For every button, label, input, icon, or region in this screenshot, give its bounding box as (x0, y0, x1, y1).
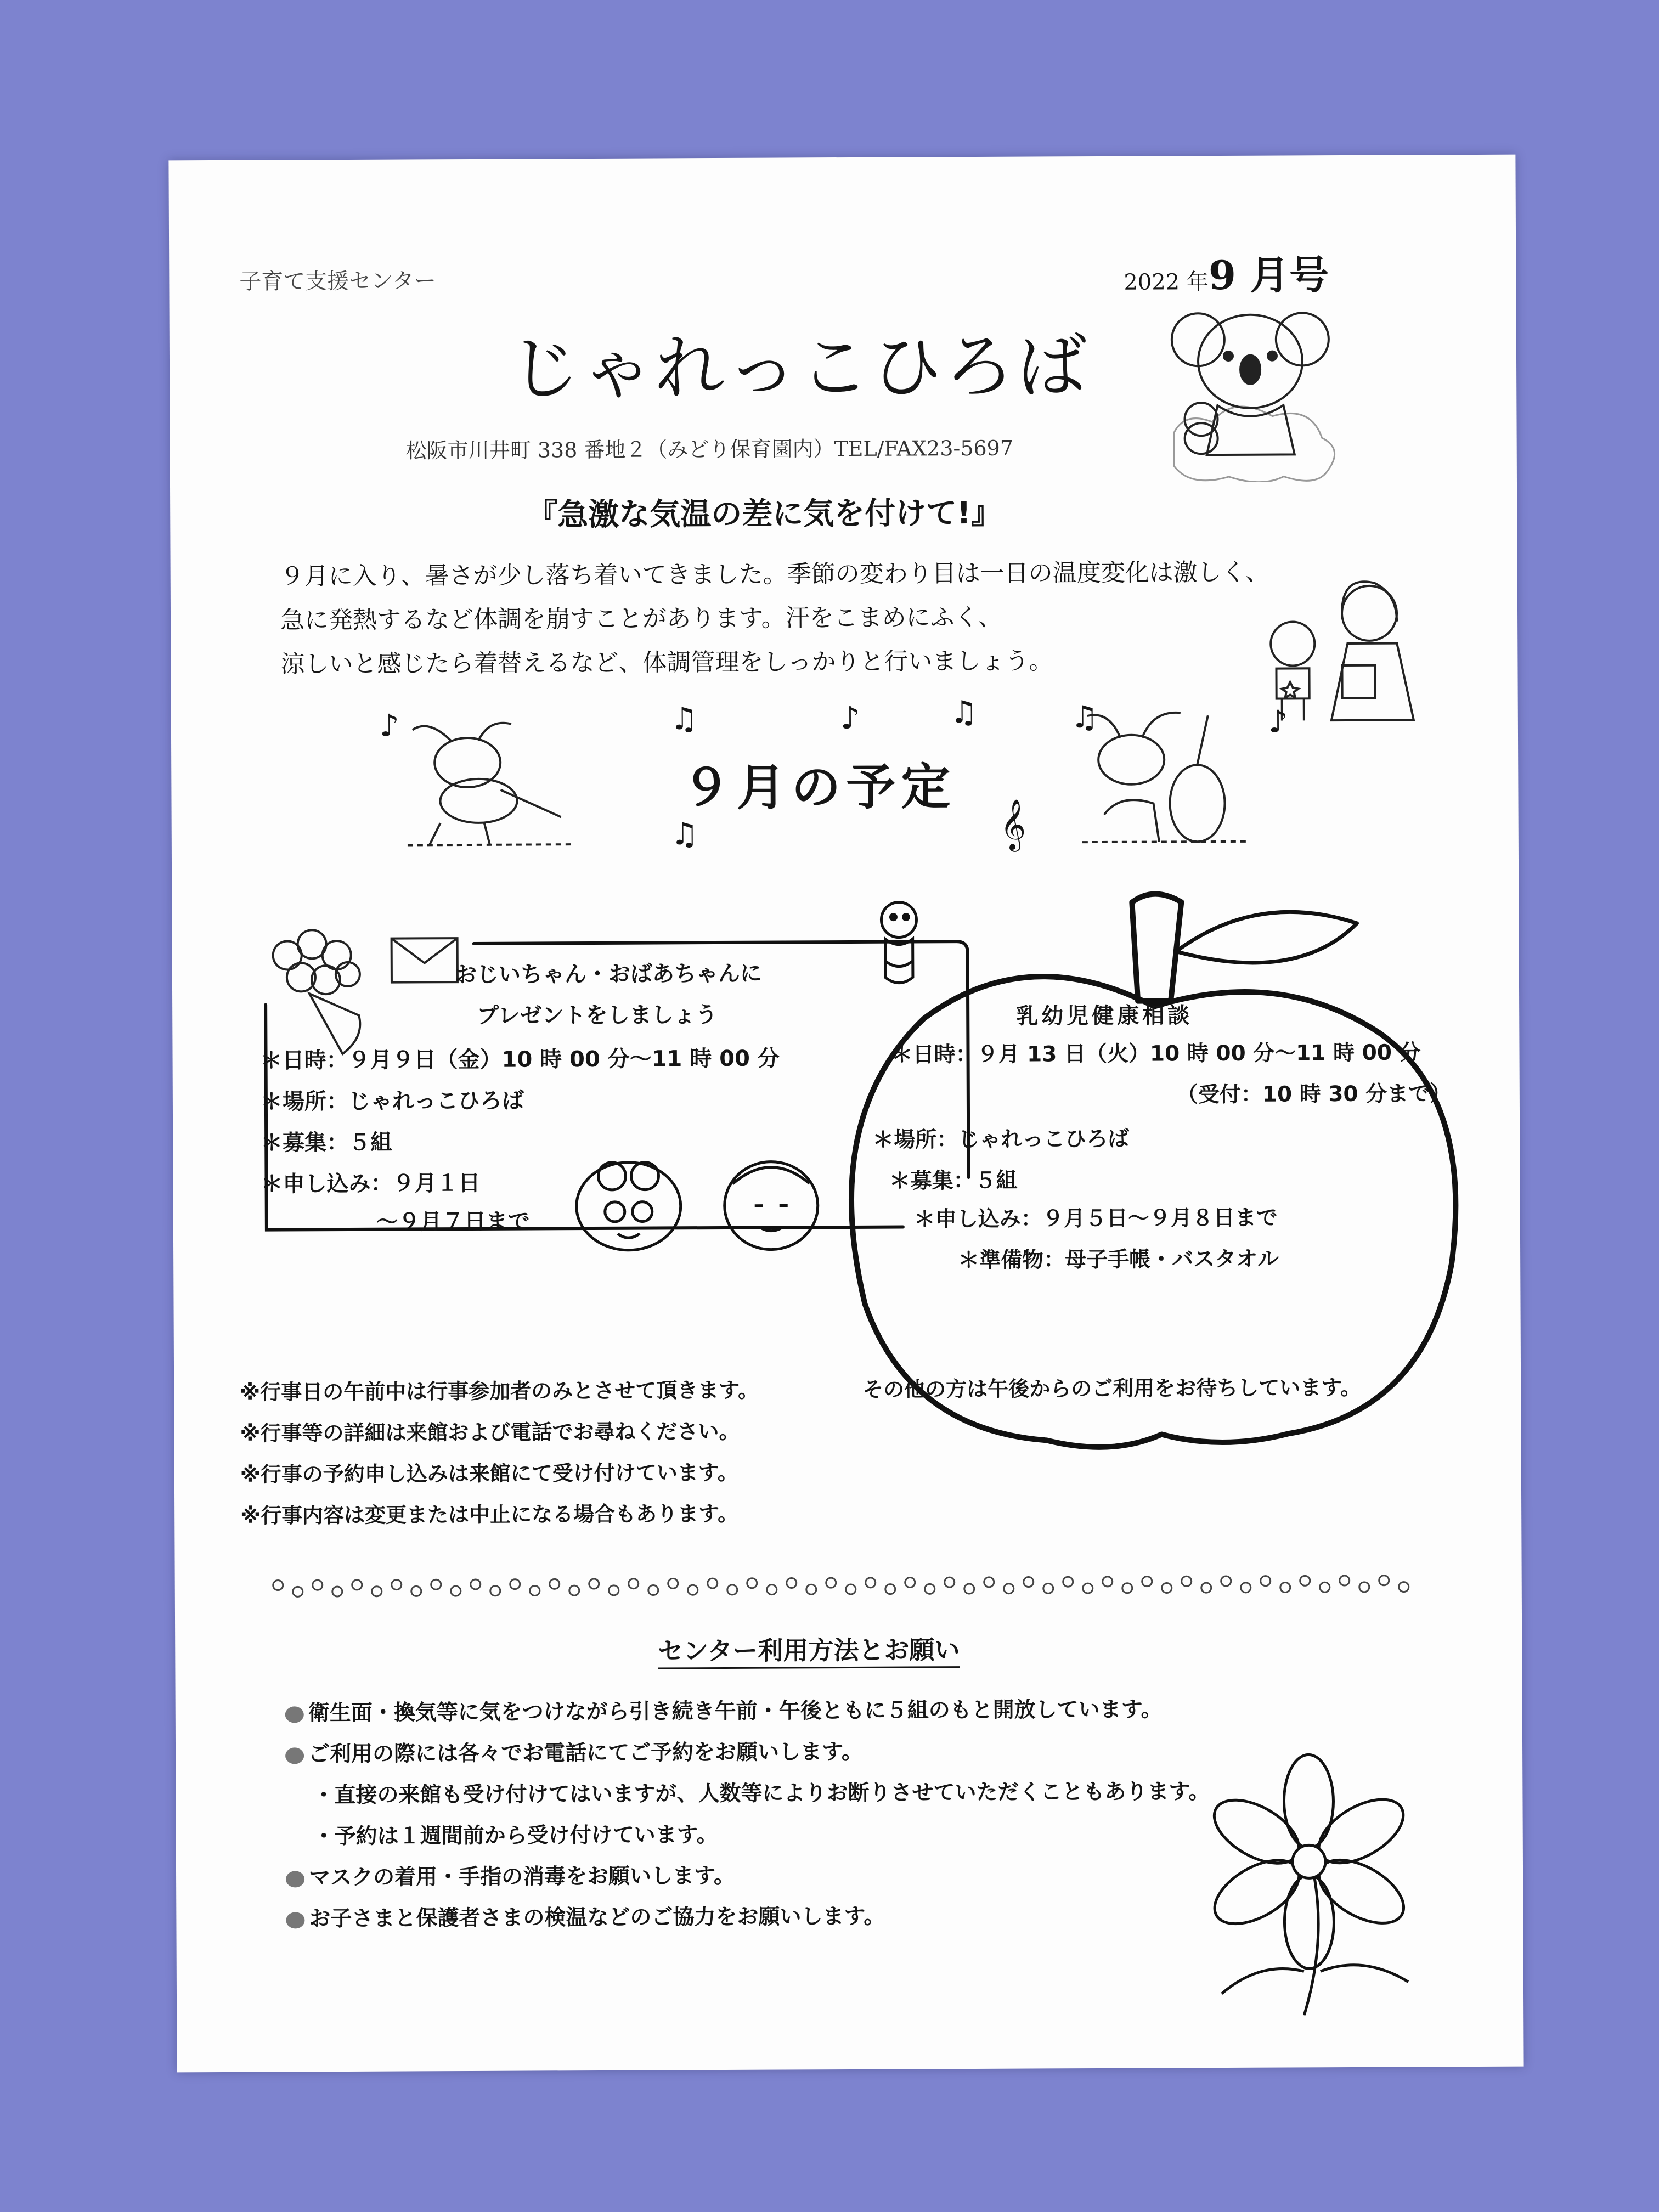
music-note: ♪ (1268, 704, 1288, 740)
fruit-icon (431, 1579, 441, 1589)
fruit-icon (550, 1579, 560, 1589)
fruit-border-decoration (268, 1567, 1437, 1605)
organization-name: 子育て支援センター (239, 268, 436, 295)
fruit-icon (471, 1579, 481, 1589)
issue-year: 2022 年 (1124, 269, 1209, 295)
rule-item: お子さまと保護者さまの検温などのご協力をお願いします。 (286, 1899, 885, 1933)
fruit-icon (530, 1585, 540, 1595)
left-event-place: ＊場所：じゃれっこひろば (260, 1088, 524, 1115)
note-line: ※行事日の午前中は行事参加者のみとさせて頂きます。 (240, 1378, 759, 1404)
fruit-icon (1142, 1577, 1152, 1587)
fruit-icon (1103, 1577, 1113, 1587)
fruit-icon (293, 1587, 303, 1596)
fruit-icon (589, 1579, 599, 1589)
right-event-title: 乳幼児健康相談 (1016, 1003, 1193, 1029)
fruit-icon (1162, 1583, 1172, 1593)
fruit-icon (1280, 1582, 1290, 1592)
rule-item: 衛生面・換気等に気をつけながら引き続き午前・午後ともに５組のもと開放しています。 (285, 1692, 1163, 1726)
issue-label (1124, 243, 1329, 301)
fruit-icon (1122, 1583, 1132, 1593)
music-note: ♫ (670, 816, 699, 853)
note-line: ※行事の予約申し込みは来館にて受け付けています。 (240, 1460, 738, 1487)
headline: 『急激な気温の差に気を付けて!』 (527, 495, 1002, 533)
fruit-icon (1359, 1582, 1369, 1592)
fruit-icon (708, 1578, 718, 1588)
fruit-icon (767, 1585, 777, 1595)
fruit-icon (332, 1587, 342, 1596)
fruit-icon (411, 1586, 421, 1596)
fruit-icon (273, 1580, 283, 1590)
grandparents-illustration (568, 1150, 837, 1256)
cricket-violin-illustration (407, 718, 572, 850)
fruit-icon (1379, 1576, 1389, 1585)
schedule-title: ９月の予定 (681, 758, 956, 817)
right-event-date: ＊日時：９月 13 日（火）10 時 00 分～11 時 00 分 (891, 1040, 1421, 1068)
fruit-icon (372, 1587, 382, 1596)
music-note: ♫ (950, 694, 978, 731)
snail-icon (285, 1747, 304, 1764)
snail-icon (286, 1871, 304, 1887)
rule-subitem: ・直接の来館も受け付けてはいますが、人数等によりお断りさせていただくこともあります。 (313, 1779, 1210, 1808)
fruit-icon (1083, 1583, 1093, 1593)
treble-clef-icon: 𝄞 (1000, 798, 1026, 850)
fruit-icon (964, 1584, 974, 1594)
music-note: ♫ (670, 701, 698, 737)
fruit-icon (648, 1585, 658, 1595)
fruit-icon (510, 1579, 520, 1589)
fruit-icon (1182, 1576, 1192, 1586)
intro-line: 涼しいと感じたら着替えるなど、体調管理をしっかりと行いましょう。 (280, 647, 1053, 679)
fruit-icon (668, 1578, 678, 1588)
fruit-icon (1261, 1576, 1271, 1586)
music-note: ♪ (379, 708, 399, 744)
fruit-icon (1340, 1576, 1350, 1585)
fruit-icon (688, 1585, 698, 1595)
intro-line: 急に発熱するなど体調を崩すことがあります。汗をこまめにふく、 (280, 603, 1002, 635)
fruit-icon (984, 1577, 994, 1587)
fruit-icon (925, 1584, 935, 1594)
fruit-icon (1320, 1582, 1330, 1592)
fruit-icon (490, 1586, 500, 1596)
koala-illustration (1157, 301, 1355, 483)
rule-item: ご利用の際には各々でお電話にてご予約をお願いします。 (285, 1735, 863, 1768)
fruit-icon (885, 1584, 895, 1594)
fruit-icon (826, 1578, 836, 1588)
rules-title: センター利用方法とお願い (658, 1635, 960, 1666)
fruit-icon (609, 1585, 619, 1595)
cosmos-flower-illustration (1193, 1751, 1425, 2016)
fruit-icon (787, 1578, 797, 1588)
fruit-icon (1043, 1583, 1053, 1593)
intro-paragraph (280, 551, 1269, 686)
address-line: 松阪市川井町 338 番地２（みどり保育園内）TEL/FAX23-5697 (405, 436, 1014, 463)
fruit-icon (747, 1578, 757, 1588)
fruit-icon (392, 1580, 402, 1590)
note-line: ※行事等の詳細は来館および電話でお尋ねください。 (240, 1419, 740, 1446)
right-event-items: ＊準備物：母子手帳・バスタオル (958, 1246, 1279, 1273)
fruit-icon (727, 1585, 737, 1595)
fruit-icon (945, 1577, 955, 1587)
rule-subitem: ・予約は１週間前から受け付けています。 (313, 1822, 718, 1849)
fruit-icon (1201, 1583, 1211, 1593)
cricket-cello-illustration (1071, 710, 1252, 848)
right-event-apply: ＊申し込み：９月５日～９月８日まで (913, 1205, 1278, 1232)
newsletter-title: じゃれっこひろば (509, 326, 1090, 410)
left-event-apply-end: ～９月７日まで (376, 1209, 530, 1235)
right-event-reception: （受付：10 時 30 分まで） (1176, 1081, 1452, 1108)
left-event-subtitle: プレゼントをしましょう (477, 1002, 718, 1029)
fruit-icon (866, 1578, 876, 1588)
issue-month: 9 月号 (1208, 251, 1329, 299)
note-right: その他の方は午後からのご利用をお待ちしています。 (862, 1375, 1362, 1402)
fruit-icon (806, 1584, 816, 1594)
fruit-icon (313, 1580, 323, 1590)
fruit-icon (569, 1585, 579, 1595)
fruit-icon (1300, 1576, 1310, 1585)
fruit-icon (1241, 1583, 1251, 1593)
fruit-icon (846, 1584, 856, 1594)
left-event-apply: ＊申し込み：９月１日 (261, 1170, 481, 1197)
intro-line: ９月に入り、暑さが少し落ち着いてきました。季節の変わり目は一日の温度変化は激しく、 (280, 558, 1269, 591)
left-event-title: おじいちゃん・おばあちゃんに (454, 961, 762, 988)
right-event-place: ＊場所：じゃれっこひろば (872, 1126, 1130, 1153)
newsletter-page (168, 155, 1523, 2073)
right-event-capacity: ＊募集：５組 (889, 1168, 1018, 1194)
fruit-icon (1024, 1577, 1034, 1587)
music-note: ♫ (1070, 699, 1099, 736)
left-event-date: ＊日時：９月９日（金）10 時 00 分～11 時 00 分 (260, 1046, 780, 1074)
music-note: ♪ (840, 700, 860, 737)
rule-item: マスクの着用・手指の消毒をお願いします。 (286, 1859, 735, 1892)
snail-icon (285, 1706, 304, 1723)
fruit-icon (1399, 1582, 1409, 1592)
fruit-icon (451, 1586, 461, 1596)
snail-icon (286, 1912, 304, 1928)
fruit-icon (1063, 1577, 1073, 1587)
fruit-icon (629, 1579, 639, 1589)
fruit-icon (352, 1580, 362, 1590)
left-event-capacity: ＊募集：５組 (261, 1130, 393, 1156)
note-line: ※行事内容は変更または中止になる場合もあります。 (240, 1501, 739, 1528)
fruit-icon (905, 1577, 915, 1587)
fruit-icon (1221, 1576, 1231, 1586)
fruit-icon (1004, 1584, 1014, 1594)
